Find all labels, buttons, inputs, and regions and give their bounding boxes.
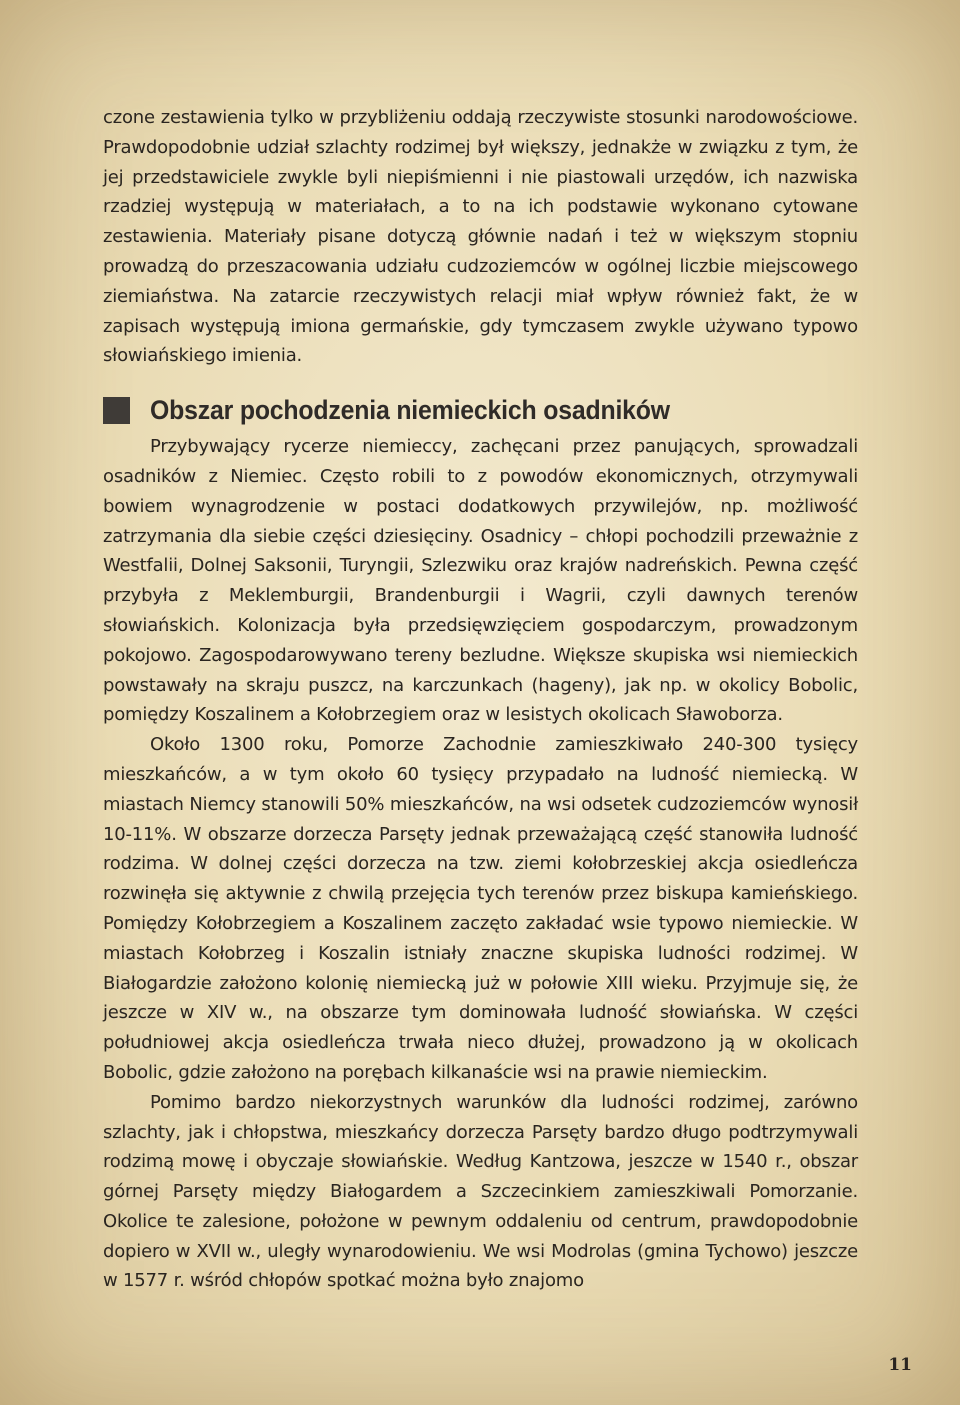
page-number: 11 [888,1355,912,1375]
paragraph-intro: czone zestawienia tylko w przybliżeniu oddają rzeczywiste stosunki narodowościowe. Prawdopodobnie udział szlachty rodzimej był większy, jednakże w związku z tym, że jej przedstawiciele zwykle byli niepiśmienni i nie piastowali urzędów, ich nazwiska rzadziej występują w materiałach, a to na ich podstawie wykonano cytowane zestawienia. Materiały pisane dotyczą głównie nadań i też w większym stopniu prowadzą do przeszacowania udziału cudzoziemców w ogólnej liczbie miejscowego ziemiaństwa. Na zatarcie rzeczywistych relacji miał wpływ również fakt, że w zapisach występują imiona germańskie, gdy tymczasem zwykle używano typowo słowiańskiego imienia. [103,107,858,367]
section-heading-text: Obszar pochodzenia niemieckich osadników [150,394,670,425]
paragraph-section-2: Około 1300 roku, Pomorze Zachodnie zamieszkiwało 240-300 tysięcy mieszkańców, a w tym około 60 tysięcy przypadało na ludność niemiecką. W miastach Niemcy stanowili 50% mieszkańców, na wsi odsetek cudzoziemców wynosił 10-11%. W obszarze dorzecza Parsęty jednak przeważającą część stanowiła ludność rodzima. W dolnej części dorzecza na tzw. ziemi kołobrzeskiej akcja osiedleńcza rozwinęła się aktywnie z chwilą przejęcia tych terenów przez biskupa kamieńskiego. Pomiędzy Kołobrzegiem a Koszalinem zaczęto zakładać wsie typowo niemieckie. W miastach Kołobrzeg i Koszalin istniały znaczne skupiska ludności rodzimej. W Białogardzie założono kolonię niemiecką już w połowie XIII wieku. Przyjmuje się, że jeszcze w XIV w., na obszarze tym dominowała ludność słowiańska. W części południowej akcja osiedleńcza trwała nieco dłużej, prowadzono ją w okolicach Bobolic, gdzie założono na porębach kilkanaście wsi na prawie niemieckim. [103,734,858,1083]
paragraph-section-3: Pomimo bardzo niekorzystnych warunków dla ludności rodzimej, zarówno szlachty, jak i chłopstwa, mieszkańcy dorzecza Parsęty bardzo długo podtrzymywali rodzimą mowę i obyczaje słowiańskie. Według Kantzowa, jeszcze w 1540 r., obszar górnej Parsęty między Białogardem a Szczecinkiem zamieszkiwali Pomorzanie. Okolice te zalesione, położone w pewnym oddaleniu od centrum, prawdopodobnie dopiero w XVII w., uległy wynarodowieniu. We wsi Modrolas (gmina Tychowo) jeszcze w 1577 r. wśród chłopów spotkać można było znajomo [103,1091,858,1292]
section-heading [103,392,858,428]
paragraph-section-1: Przybywający rycerze niemieccy, zachęcani przez panujących, sprowadzali osadników z Niemiec. Często robili to z powodów ekonomicznych, otrzymywali bowiem wynagrodzenie w postaci dodatkowych przywilejów, np. możliwość zatrzymania dla siebie części dziesięciny. Osadnicy – chłopi pochodzili przeważnie z Westfalii, Dolnej Saksonii, Turyngii, Szlezwiku oraz krajów nadreńskich. Pewna część przybyła z Meklemburgii, Brandenburgii i Wagrii, czyli dawnych terenów słowiańskich. Kolonizacja była przedsięwzięciem gospodarczym, prowadzonym pokojowo. Zagospodarowywano tereny bezludne. Większe skupiska wsi niemieckich powstawały na skraju puszcz, na karczunkach (hageny), jak np. w okolicy Bobolic, pomiędzy Koszalinem a Kołobrzegiem oraz w lesistych okolicach Sławoborza. [103,436,858,726]
page-content [103,103,858,1296]
heading-square-icon [103,397,130,424]
